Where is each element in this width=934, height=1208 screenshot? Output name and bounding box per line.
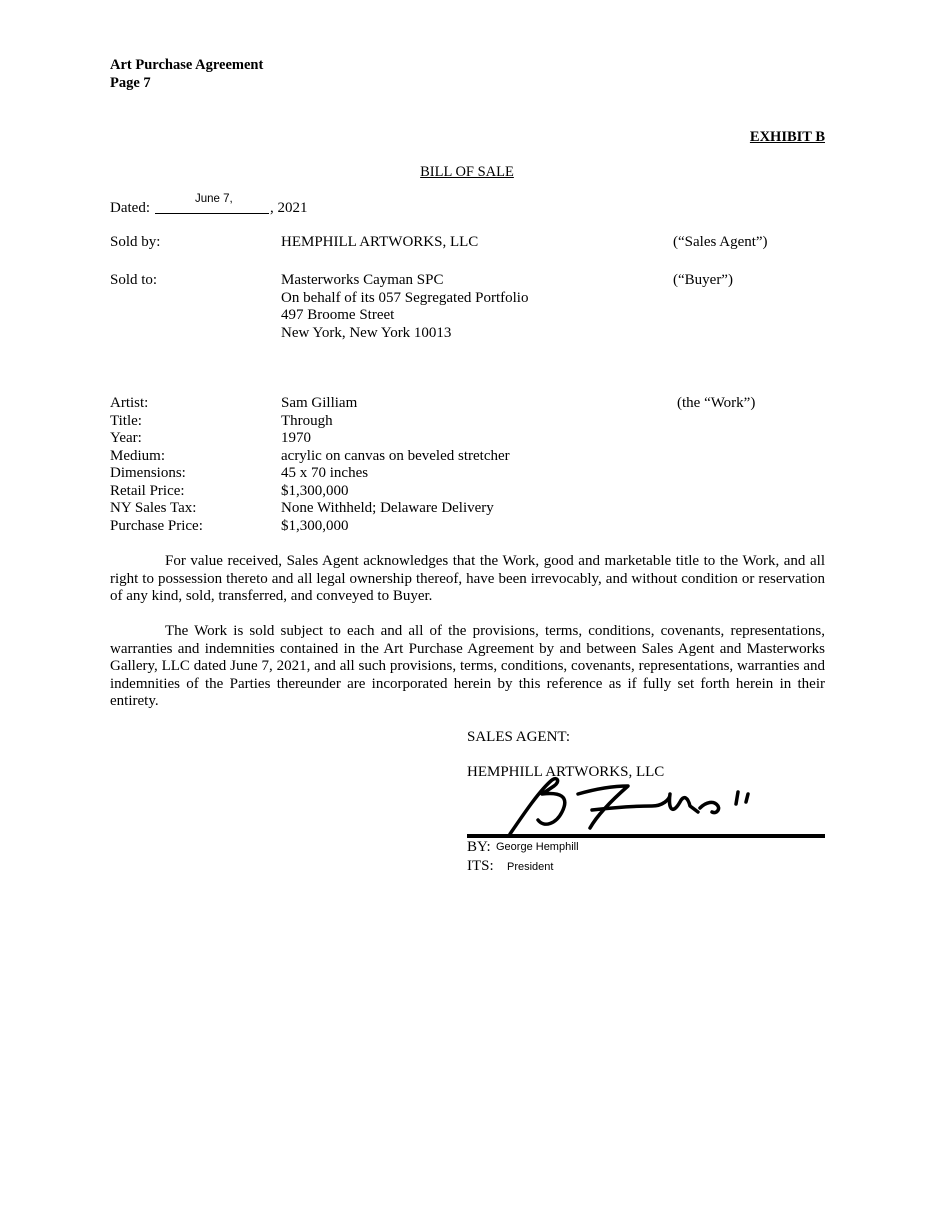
sold-to-line: New York, New York 10013	[281, 325, 452, 341]
dated-year: , 2021	[270, 200, 308, 216]
work-label: Dimensions:	[110, 465, 186, 481]
signature-company: HEMPHILL ARTWORKS, LLC	[467, 764, 665, 780]
document-title: Art Purchase Agreement	[110, 57, 264, 73]
work-value: $1,300,000	[281, 483, 349, 499]
dated-value: June 7,	[195, 193, 233, 205]
work-label: Medium:	[110, 448, 165, 464]
sold-to-line: On behalf of its 057 Segregated Portfolio	[281, 290, 529, 306]
paragraph	[110, 553, 825, 606]
signature-line	[467, 834, 825, 838]
exhibit-label: EXHIBIT B	[749, 129, 825, 145]
work-label: Artist:	[110, 395, 149, 411]
work-label: Title:	[110, 413, 142, 429]
work-label: Purchase Price:	[110, 518, 203, 534]
work-value: acrylic on canvas on beveled stretcher	[281, 448, 510, 464]
sold-to-line: Masterworks Cayman SPC	[281, 272, 444, 288]
its-value: President	[507, 861, 554, 873]
dated-label: Dated:	[110, 200, 150, 216]
by-value: George Hemphill	[496, 841, 579, 853]
by-label: BY:	[467, 839, 491, 855]
bill-of-sale-heading: BILL OF SALE	[420, 164, 514, 180]
work-value: None Withheld; Delaware Delivery	[281, 500, 494, 516]
its-label: ITS:	[467, 858, 494, 874]
work-value: Through	[281, 413, 333, 429]
work-value: 1970	[281, 430, 311, 446]
sold-to-label: Sold to:	[110, 272, 158, 288]
sold-to-line: 497 Broome Street	[281, 307, 395, 323]
sold-by-label: Sold by:	[110, 234, 161, 250]
work-value: $1,300,000	[281, 518, 349, 534]
paragraph-text: For value received, Sales Agent acknowledges that the Work, good and marketable title to the Work, and all right to possession thereto and all legal ownership thereof, have been irrevocably, and without condition or reservation of any kind, sold, transferred, and conveyed to Buyer.	[110, 553, 825, 605]
signature-heading: SALES AGENT:	[467, 729, 571, 745]
sold-by-role: (“Sales Agent”)	[673, 234, 768, 250]
work-role: (the “Work”)	[677, 395, 756, 411]
work-value: Sam Gilliam	[281, 395, 358, 411]
work-label: Year:	[110, 430, 142, 446]
sold-by-name: HEMPHILL ARTWORKS, LLC	[281, 234, 479, 250]
sold-to-role: (“Buyer”)	[673, 272, 733, 288]
work-label: Retail Price:	[110, 483, 185, 499]
handwritten-signature	[500, 772, 770, 838]
work-label: NY Sales Tax:	[110, 500, 197, 516]
paragraph-text: The Work is sold subject to each and all of the provisions, terms, conditions, covenants, representations, warranties and indemnities contained in the Art Purchase Agreement by and between Sales Agent and Masterworks Gallery, LLC dated June 7, 2021, and all such provisions, terms, conditions, covenants, representations, warranties and indemnities of the Parties thereunder are incorporated herein by this reference as if fully set forth herein in their entirety.	[110, 623, 825, 710]
paragraph	[110, 623, 825, 711]
dated-line	[155, 213, 269, 214]
page-number: Page 7	[110, 75, 151, 91]
work-value: 45 x 70 inches	[281, 465, 369, 481]
